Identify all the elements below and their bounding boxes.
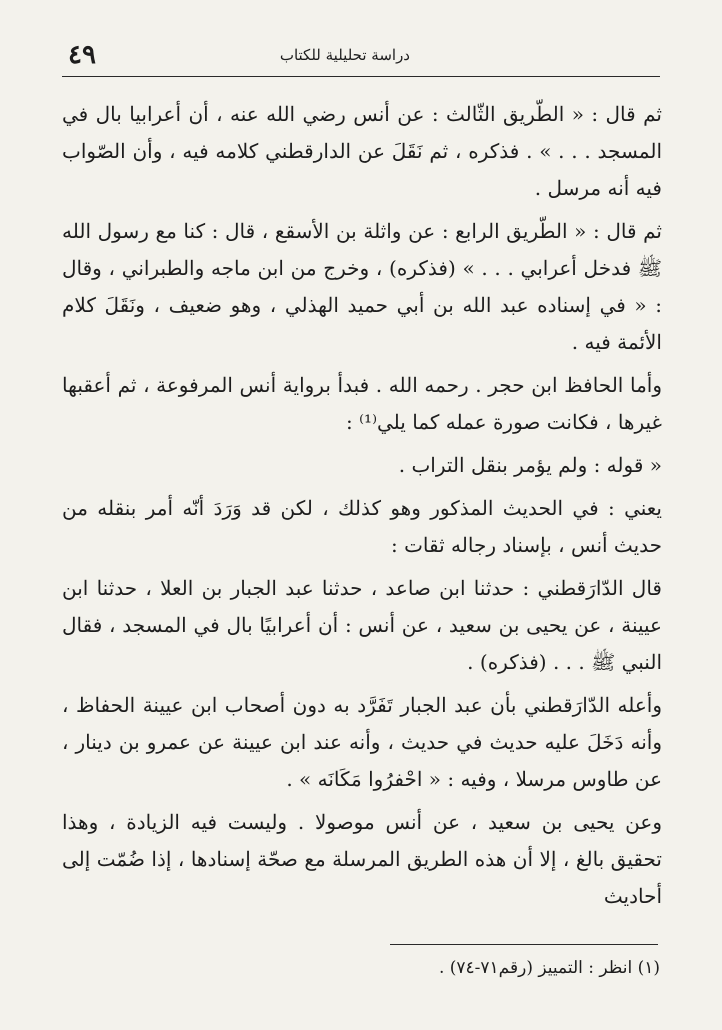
paragraph: وأما الحافظ ابن حجر . رحمه الله . فبدأ برواية أنس المرفوعة ، ثم أعقبها غيرها ، فكانت صورة عمله كما يلي⁽¹⁾ : <box>62 373 662 434</box>
page-number: ٤٩ <box>68 40 96 70</box>
paragraph: قال الدّارَقطني : حدثنا ابن صاعد ، حدثنا عبد الجبار بن العلا ، حدثنا ابن عيينة ، عن يحيى بن سعيد ، عن أنس : أن أعرابيًا بال في المسجد ، فقال النبي ﷺ . . . (فذكره) . <box>62 576 662 674</box>
paragraph: وأعله الدّارَقطني بأن عبد الجبار تَفَرَّد به دون أصحاب ابن عيينة الحفاظ ، وأنه دَخَلَ عليه حديث في حديث ، وأنه عند ابن عيينة عن عمرو بن دينار ، عن طاوس مرسلا ، وفيه : « احْفرُوا مَكَانَه » . <box>62 693 662 791</box>
paragraph: ثم قال : « الطّريق الثّالث : عن أنس رضي الله عنه ، أن أعرابيا بال في المسجد . . . » . فذكره ، ثم نَقَلَ عن الدارقطني كلامه فيه ، وأن الصّواب فيه أنه مرسل . <box>62 102 662 200</box>
paragraph: ثم قال : « الطّريق الرابع : عن واثلة بن الأسقع ، قال : كنا مع رسول الله ﷺ فدخل أعرابي . . . » (فذكره) ، وخرج من ابن ماجه والطبراني ، وقال : « في إسناده عبد الله بن أبي حميد الهذلي ، وهو ضعيف ، ونَقَلَ كلام الأئمة فيه . <box>62 219 662 354</box>
paragraph: يعني : في الحديث المذكور وهو كذلك ، لكن قد وَرَدَ أنّه أمر بنقله من حديث أنس ، بإسناد رجاله ثقات : <box>62 496 662 557</box>
paragraph: وعن يحيى بن سعيد ، عن أنس موصولا . وليست فيه الزيادة ، وهذا تحقيق بالغ ، إلا أن هذه الطريق المرسلة مع صحّة إسنادها ، إذا ضُمّت إلى أحاديث <box>62 810 662 908</box>
running-title: دراسة تحليلية للكتاب <box>279 46 410 64</box>
paragraph: « قوله : ولم يؤمر بنقل التراب . <box>398 453 662 477</box>
page-header <box>62 36 660 77</box>
footnote: (١) انظر : التمييز (رقم٧١-٧٤) . <box>438 958 660 978</box>
footnote-divider <box>390 944 658 945</box>
body-text <box>62 96 662 921</box>
